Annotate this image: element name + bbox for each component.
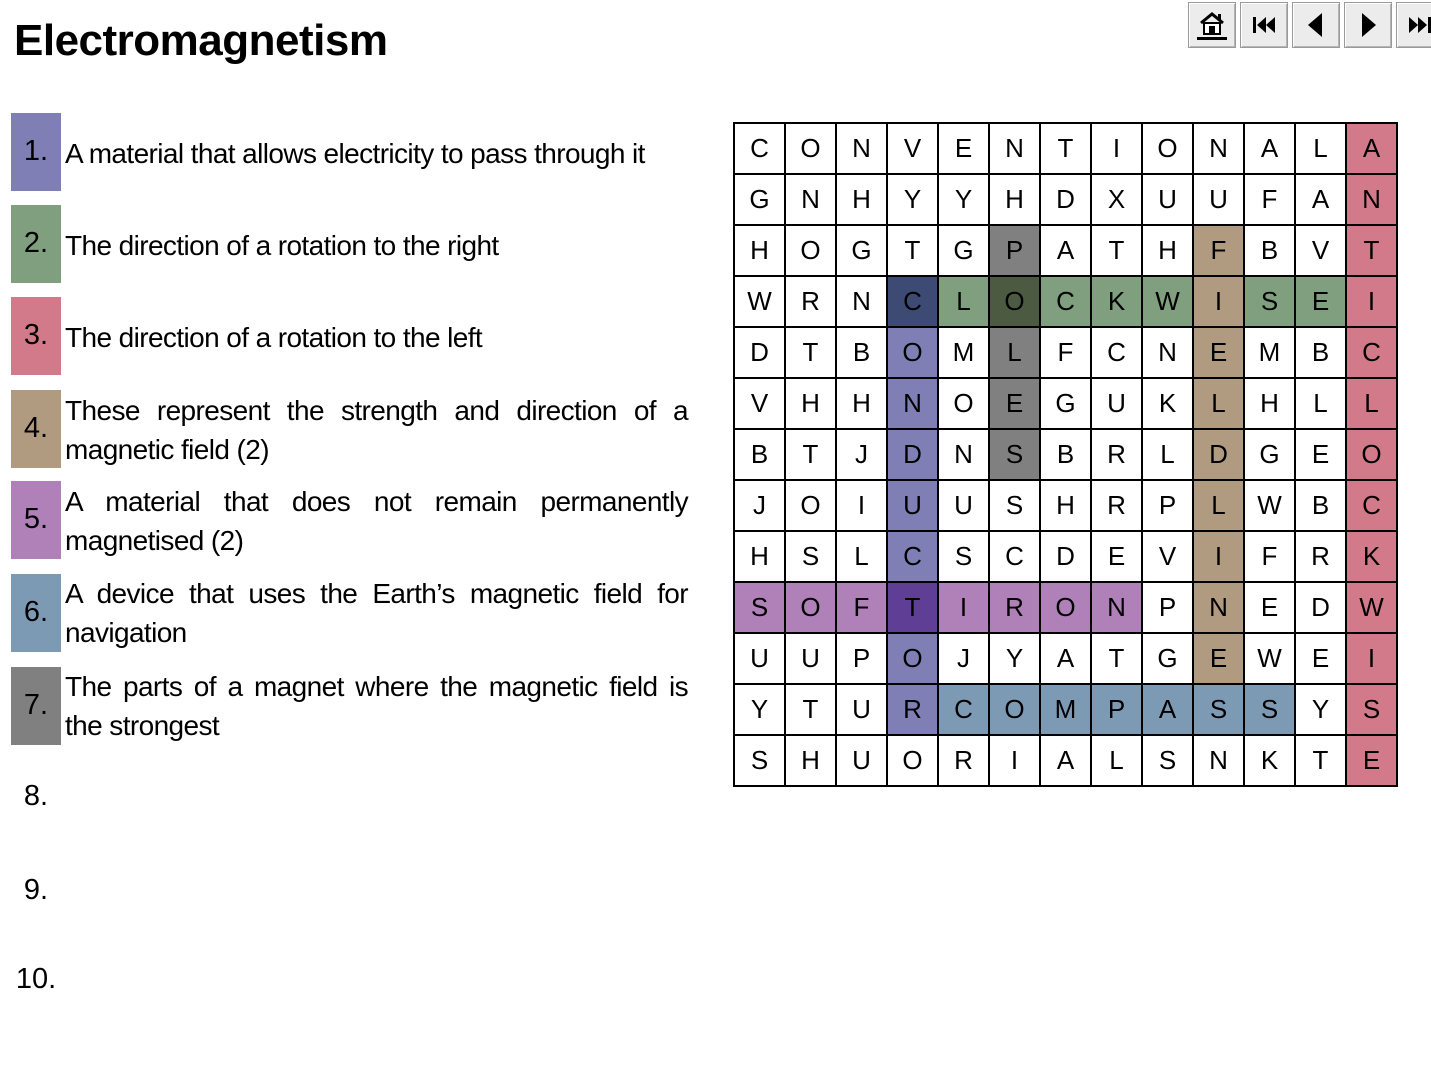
clue-text-4: These represent the strength and direction of a magnetic field (2) xyxy=(65,395,688,465)
grid-cell[interactable]: E xyxy=(1295,633,1346,684)
grid-cell[interactable]: C xyxy=(938,684,989,735)
grid-cell[interactable]: I xyxy=(1193,276,1244,327)
grid-cell[interactable]: A xyxy=(1040,735,1091,786)
grid-cell[interactable]: N xyxy=(1193,123,1244,174)
grid-cell[interactable]: B xyxy=(1244,225,1295,276)
grid-cell[interactable]: T xyxy=(1295,735,1346,786)
skip-first-icon xyxy=(1249,13,1279,37)
grid-cell[interactable]: N xyxy=(1346,174,1397,225)
grid-cell[interactable]: R xyxy=(1091,480,1142,531)
grid-cell[interactable]: C xyxy=(887,276,938,327)
grid-cell[interactable]: C xyxy=(1091,327,1142,378)
grid-row xyxy=(734,174,1397,225)
clue-text-7: The parts of a magnet where the magnetic field is the strongest xyxy=(65,671,688,741)
grid-cell[interactable]: A xyxy=(1295,174,1346,225)
grid-cell[interactable]: T xyxy=(785,684,836,735)
grid-cell[interactable]: L xyxy=(1142,429,1193,480)
grid-cell[interactable]: H xyxy=(989,174,1040,225)
grid-cell[interactable]: G xyxy=(1142,633,1193,684)
clue-number-7: 7. xyxy=(11,667,61,745)
clue-number-5: 5. xyxy=(11,481,61,559)
grid-cell[interactable]: E xyxy=(989,378,1040,429)
grid-cell[interactable]: N xyxy=(1193,735,1244,786)
clue-number-10: 10. xyxy=(15,963,57,995)
grid-row xyxy=(734,633,1397,684)
grid-cell[interactable]: G xyxy=(1040,378,1091,429)
grid-row xyxy=(734,276,1397,327)
grid-cell[interactable]: K xyxy=(1142,378,1193,429)
grid-cell[interactable]: Y xyxy=(938,174,989,225)
grid-cell[interactable]: B xyxy=(1295,480,1346,531)
grid-cell[interactable]: O xyxy=(785,480,836,531)
grid-row xyxy=(734,378,1397,429)
grid-cell[interactable]: H xyxy=(836,174,887,225)
grid-cell[interactable]: P xyxy=(1142,480,1193,531)
grid-cell[interactable]: J xyxy=(836,429,887,480)
grid-cell[interactable]: Y xyxy=(1295,684,1346,735)
grid-row xyxy=(734,225,1397,276)
grid-cell[interactable]: S xyxy=(785,531,836,582)
grid-cell[interactable]: O xyxy=(785,225,836,276)
grid-cell[interactable]: T xyxy=(1346,225,1397,276)
home-button[interactable] xyxy=(1188,2,1236,48)
grid-cell[interactable]: J xyxy=(938,633,989,684)
grid-cell[interactable]: U xyxy=(1142,174,1193,225)
grid-cell[interactable]: N xyxy=(887,378,938,429)
grid-cell[interactable]: E xyxy=(1193,327,1244,378)
grid-row xyxy=(734,429,1397,480)
grid-cell[interactable]: T xyxy=(785,327,836,378)
grid-cell[interactable]: J xyxy=(734,480,785,531)
clue-number-6: 6. xyxy=(11,574,61,652)
grid-cell[interactable]: K xyxy=(1091,276,1142,327)
grid-cell[interactable]: B xyxy=(836,327,887,378)
grid-cell[interactable]: U xyxy=(1193,174,1244,225)
grid-row xyxy=(734,531,1397,582)
grid-cell[interactable]: P xyxy=(1142,582,1193,633)
grid-cell[interactable]: U xyxy=(836,684,887,735)
grid-cell[interactable]: P xyxy=(989,225,1040,276)
grid-cell[interactable]: W xyxy=(1244,480,1295,531)
grid-cell[interactable]: T xyxy=(1091,633,1142,684)
grid-cell[interactable]: L xyxy=(1193,378,1244,429)
clue-number-9: 9. xyxy=(23,874,49,906)
grid-cell[interactable]: E xyxy=(1091,531,1142,582)
grid-cell[interactable]: T xyxy=(785,429,836,480)
grid-cell[interactable]: I xyxy=(836,480,887,531)
grid-cell[interactable]: O xyxy=(1346,429,1397,480)
grid-cell[interactable]: I xyxy=(1193,531,1244,582)
grid-cell[interactable]: H xyxy=(734,225,785,276)
clue-text-2: The direction of a rotation to the right xyxy=(65,230,499,261)
grid-cell[interactable]: C xyxy=(734,123,785,174)
grid-cell[interactable]: O xyxy=(887,327,938,378)
grid-cell[interactable]: O xyxy=(1040,582,1091,633)
grid-cell[interactable]: D xyxy=(1040,531,1091,582)
grid-cell[interactable]: D xyxy=(887,429,938,480)
grid-row xyxy=(734,582,1397,633)
grid-cell[interactable]: S xyxy=(1244,276,1295,327)
grid-cell[interactable]: N xyxy=(785,174,836,225)
grid-cell[interactable]: I xyxy=(1091,123,1142,174)
grid-cell[interactable]: Y xyxy=(989,633,1040,684)
grid-cell[interactable]: X xyxy=(1091,174,1142,225)
grid-cell[interactable]: I xyxy=(989,735,1040,786)
grid-cell[interactable]: U xyxy=(887,480,938,531)
grid-row xyxy=(734,480,1397,531)
clue-number-3: 3. xyxy=(11,297,61,375)
grid-cell[interactable]: E xyxy=(1346,735,1397,786)
grid-cell[interactable]: R xyxy=(938,735,989,786)
grid-cell[interactable]: Y xyxy=(734,684,785,735)
grid-cell[interactable]: N xyxy=(938,429,989,480)
grid-cell[interactable]: W xyxy=(1244,633,1295,684)
grid-cell[interactable]: N xyxy=(1091,582,1142,633)
grid-cell[interactable]: U xyxy=(836,735,887,786)
grid-cell[interactable]: S xyxy=(1193,684,1244,735)
grid-cell[interactable]: O xyxy=(887,633,938,684)
grid-cell[interactable]: L xyxy=(1193,480,1244,531)
grid-cell[interactable]: G xyxy=(1244,429,1295,480)
grid-cell[interactable]: N xyxy=(836,123,887,174)
grid-cell[interactable]: H xyxy=(785,735,836,786)
grid-cell[interactable]: H xyxy=(785,378,836,429)
grid-cell[interactable]: W xyxy=(1346,582,1397,633)
grid-cell[interactable]: H xyxy=(1040,480,1091,531)
grid-cell[interactable]: C xyxy=(989,531,1040,582)
grid-cell[interactable]: V xyxy=(887,123,938,174)
grid-cell[interactable]: S xyxy=(938,531,989,582)
clue-number-1: 1. xyxy=(11,113,61,191)
grid-cell[interactable]: O xyxy=(1142,123,1193,174)
grid-cell[interactable]: R xyxy=(785,276,836,327)
last-page-button[interactable] xyxy=(1396,2,1431,48)
grid-cell[interactable]: R xyxy=(989,582,1040,633)
clue-number-8: 8. xyxy=(23,780,49,812)
clue-number-4: 4. xyxy=(11,390,61,468)
grid-cell[interactable]: H xyxy=(734,531,785,582)
grid-cell[interactable]: O xyxy=(989,276,1040,327)
grid-cell[interactable]: B xyxy=(734,429,785,480)
grid-cell[interactable]: R xyxy=(887,684,938,735)
grid-cell[interactable]: B xyxy=(1295,327,1346,378)
grid-cell[interactable]: K xyxy=(1346,531,1397,582)
grid-cell[interactable]: N xyxy=(989,123,1040,174)
grid-cell[interactable]: U xyxy=(785,633,836,684)
next-page-button[interactable] xyxy=(1344,2,1392,48)
grid-cell[interactable]: W xyxy=(734,276,785,327)
grid-cell[interactable]: V xyxy=(1142,531,1193,582)
grid-cell[interactable]: N xyxy=(1142,327,1193,378)
grid-cell[interactable]: O xyxy=(785,582,836,633)
grid-cell[interactable]: M xyxy=(1040,684,1091,735)
home-icon xyxy=(1193,7,1231,43)
grid-cell[interactable]: R xyxy=(1091,429,1142,480)
next-icon xyxy=(1353,10,1383,40)
grid-cell[interactable]: D xyxy=(1295,582,1346,633)
grid-cell[interactable]: U xyxy=(1091,378,1142,429)
skip-last-icon xyxy=(1405,13,1431,37)
grid-cell[interactable]: O xyxy=(887,735,938,786)
grid-cell[interactable]: O xyxy=(938,378,989,429)
grid-cell[interactable]: E xyxy=(1295,276,1346,327)
grid-cell[interactable]: S xyxy=(1244,684,1295,735)
grid-cell[interactable]: F xyxy=(836,582,887,633)
grid-cell[interactable]: U xyxy=(734,633,785,684)
grid-cell[interactable]: G xyxy=(938,225,989,276)
grid-cell[interactable]: I xyxy=(938,582,989,633)
page-title: Electromagnetism xyxy=(14,16,388,65)
grid-cell[interactable]: P xyxy=(836,633,887,684)
grid-cell[interactable]: V xyxy=(734,378,785,429)
grid-cell[interactable]: G xyxy=(836,225,887,276)
clue-number-2: 2. xyxy=(11,205,61,283)
grid-cell[interactable]: L xyxy=(1091,735,1142,786)
grid-cell[interactable]: A xyxy=(1040,633,1091,684)
grid-cell[interactable]: T xyxy=(887,225,938,276)
grid-cell[interactable]: S xyxy=(734,582,785,633)
grid-cell[interactable]: A xyxy=(1244,123,1295,174)
grid-cell[interactable]: N xyxy=(1193,582,1244,633)
grid-cell[interactable]: E xyxy=(938,123,989,174)
grid-cell[interactable]: K xyxy=(1244,735,1295,786)
grid-cell[interactable]: U xyxy=(938,480,989,531)
grid-cell[interactable]: T xyxy=(1091,225,1142,276)
grid-cell[interactable]: L xyxy=(989,327,1040,378)
navigation-bar xyxy=(1188,2,1431,48)
grid-cell[interactable]: T xyxy=(1040,123,1091,174)
grid-cell[interactable]: C xyxy=(887,531,938,582)
grid-cell[interactable]: F xyxy=(1244,531,1295,582)
word-search-grid xyxy=(733,122,1398,787)
grid-cell[interactable]: S xyxy=(734,735,785,786)
clue-text-6: A device that uses the Earth’s magnetic field for navigation xyxy=(65,578,688,648)
grid-cell[interactable]: I xyxy=(1346,633,1397,684)
grid-cell[interactable]: H xyxy=(1244,378,1295,429)
grid-cell[interactable]: A xyxy=(1040,225,1091,276)
grid-row xyxy=(734,123,1397,174)
grid-cell[interactable]: S xyxy=(1346,684,1397,735)
grid-cell[interactable]: L xyxy=(836,531,887,582)
grid-row xyxy=(734,684,1397,735)
grid-cell[interactable]: L xyxy=(1295,378,1346,429)
grid-cell[interactable]: A xyxy=(1346,123,1397,174)
grid-cell[interactable]: C xyxy=(1040,276,1091,327)
grid-cell[interactable]: D xyxy=(1040,174,1091,225)
grid-cell[interactable]: S xyxy=(989,429,1040,480)
grid-cell[interactable]: Y xyxy=(887,174,938,225)
grid-cell[interactable]: H xyxy=(836,378,887,429)
grid-cell[interactable]: G xyxy=(734,174,785,225)
grid-cell[interactable]: W xyxy=(1142,276,1193,327)
grid-cell[interactable]: F xyxy=(1244,174,1295,225)
grid-cell[interactable]: M xyxy=(1244,327,1295,378)
grid-cell[interactable]: E xyxy=(1193,633,1244,684)
grid-cell[interactable]: O xyxy=(989,684,1040,735)
grid-cell[interactable]: O xyxy=(785,123,836,174)
grid-cell[interactable]: V xyxy=(1295,225,1346,276)
grid-cell[interactable]: E xyxy=(1244,582,1295,633)
grid-cell[interactable]: D xyxy=(1193,429,1244,480)
grid-row xyxy=(734,327,1397,378)
grid-cell[interactable]: S xyxy=(1142,735,1193,786)
grid-cell[interactable]: A xyxy=(1142,684,1193,735)
previous-page-button[interactable] xyxy=(1292,2,1340,48)
grid-cell[interactable]: F xyxy=(1040,327,1091,378)
clue-text-3: The direction of a rotation to the left xyxy=(65,322,483,353)
previous-icon xyxy=(1301,10,1331,40)
clue-text-5: A material that does not remain permanently magnetised (2) xyxy=(65,486,688,556)
grid-cell[interactable]: M xyxy=(938,327,989,378)
clue-text-1: A material that allows electricity to pass through it xyxy=(65,138,645,169)
grid-cell[interactable]: T xyxy=(887,582,938,633)
grid-cell[interactable]: C xyxy=(1346,480,1397,531)
grid-cell[interactable]: L xyxy=(938,276,989,327)
grid-cell[interactable]: C xyxy=(1346,327,1397,378)
grid-cell[interactable]: B xyxy=(1040,429,1091,480)
grid-row xyxy=(734,735,1397,786)
grid-cell[interactable]: L xyxy=(1346,378,1397,429)
grid-cell[interactable]: L xyxy=(1295,123,1346,174)
first-page-button[interactable] xyxy=(1240,2,1288,48)
grid-cell[interactable]: F xyxy=(1193,225,1244,276)
grid-cell[interactable]: H xyxy=(1142,225,1193,276)
grid-cell[interactable]: N xyxy=(836,276,887,327)
grid-cell[interactable]: P xyxy=(1091,684,1142,735)
grid-cell[interactable]: R xyxy=(1295,531,1346,582)
grid-cell[interactable]: S xyxy=(989,480,1040,531)
grid-cell[interactable]: D xyxy=(734,327,785,378)
grid-cell[interactable]: I xyxy=(1346,276,1397,327)
grid-cell[interactable]: E xyxy=(1295,429,1346,480)
